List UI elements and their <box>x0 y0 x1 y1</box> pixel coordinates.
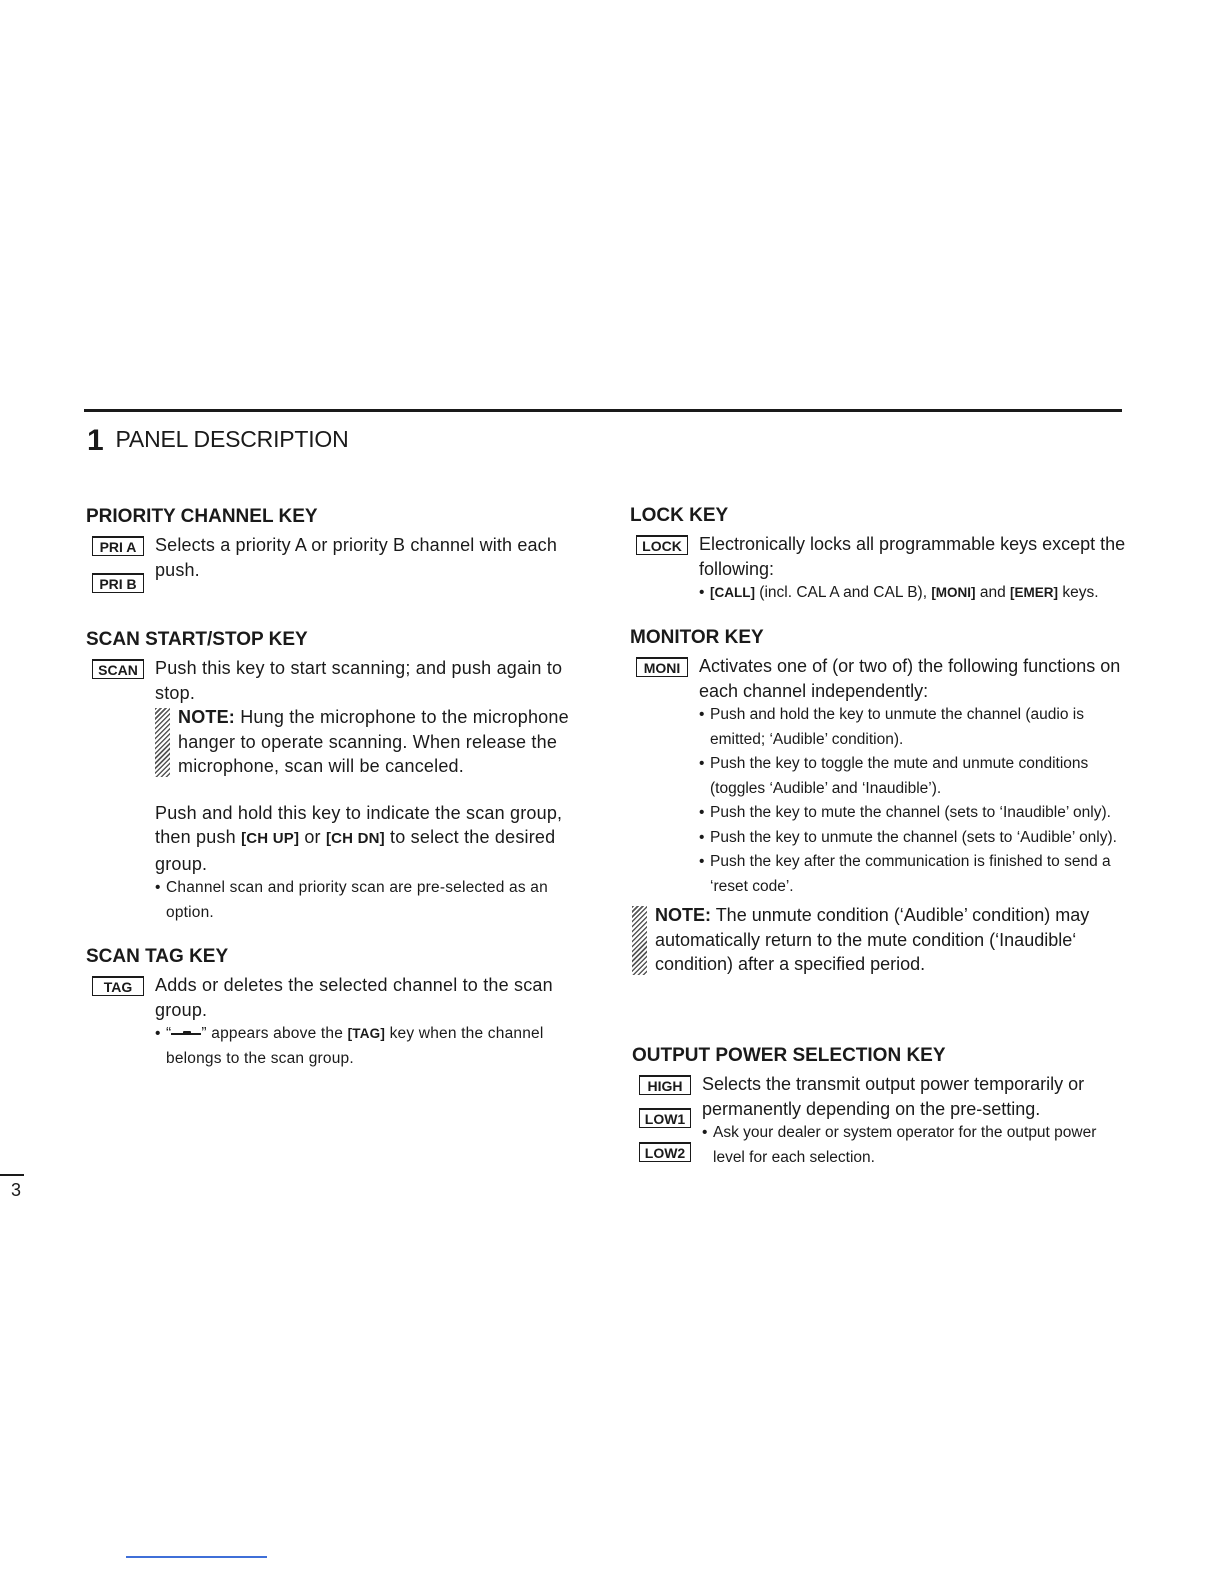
pri-a-key-icon: PRI A <box>92 536 144 556</box>
header-rule <box>84 409 1122 412</box>
lock-section <box>630 504 1126 626</box>
lock-heading: LOCK KEY <box>630 505 729 526</box>
monitor-bullet: • Push the key after the communication is finished to send a ‘reset code’. <box>699 850 1126 899</box>
power-heading: OUTPUT POWER SELECTION KEY <box>632 1045 946 1066</box>
tag-text: Adds or deletes the selected channel to the scan group. <box>155 975 553 1020</box>
tag-bullet: • “ ” appears above the [TAG] key when the channel belongs to the scan group. <box>155 1022 582 1071</box>
priority-channel-section <box>86 505 582 628</box>
page-number-tick <box>0 1174 24 1176</box>
scan-note <box>155 705 582 779</box>
chapter-heading <box>87 424 349 458</box>
scan-group-text: Push and hold this key to indicate the scan group, then push [CH UP] or [CH DN] to select the desired group. <box>155 802 563 874</box>
monitor-heading: MONITOR KEY <box>630 627 764 648</box>
monitor-bullet: • Push the key to mute the channel (sets to ‘Inaudible’ only). <box>699 801 1126 826</box>
lock-key-icon: LOCK <box>636 535 688 555</box>
scan-key-icon: SCAN <box>92 659 144 679</box>
monitor-bullet: • Push the key to toggle the mute and unmute conditions (toggles ‘Audible’ and ‘Inaudible’). <box>699 752 1126 801</box>
low2-key-icon: LOW2 <box>639 1142 691 1162</box>
bottom-rule <box>126 1556 267 1558</box>
monitor-note <box>632 903 1126 977</box>
low1-key-icon: LOW1 <box>639 1108 691 1128</box>
scan-section <box>86 628 582 945</box>
priority-heading: PRIORITY CHANNEL KEY <box>86 506 318 527</box>
note-hatch-icon <box>155 708 170 777</box>
scan-bullet: • Channel scan and priority scan are pre-selected as an option. <box>155 876 582 925</box>
ch-dn-key: [CH DN] <box>325 830 385 847</box>
monitor-bullet: • Push the key to unmute the channel (sets to ‘Audible’ only). <box>699 826 1126 851</box>
lock-bullet: • [CALL] (incl. CAL A and CAL B), [MONI] and [EMER] keys. <box>699 581 1126 606</box>
chapter-number: 1 <box>87 424 104 457</box>
monitor-note-text: The unmute condition (‘Audible’ condition) may automatically return to the mute condition (‘Inaudible‘ condition) after a specified period. <box>655 905 1090 974</box>
monitor-text: Activates one of (or two of) the following functions on each channel independently: <box>699 656 1121 701</box>
scan-text: Push this key to start scanning; and push again to stop. <box>155 658 563 703</box>
scan-note-text: Hung the microphone to the microphone hanger to operate scanning. When release the microphone, scan will be canceled. <box>178 707 569 776</box>
right-column <box>630 504 1126 1170</box>
high-key-icon: HIGH <box>639 1075 691 1095</box>
page-number: 3 <box>11 1180 22 1200</box>
power-text: Selects the transmit output power temporarily or permanently depending on the pre-setting. <box>702 1074 1085 1119</box>
tag-key-icon: TAG <box>92 976 144 996</box>
lock-text: Electronically locks all programmable keys except the following: <box>699 534 1126 579</box>
output-power-section <box>630 1044 1126 1170</box>
scan-tag-section <box>86 945 582 1071</box>
monitor-bullet: • Push and hold the key to unmute the channel (audio is emitted; ‘Audible’ condition). <box>699 703 1126 752</box>
moni-key-icon: MONI <box>636 657 688 677</box>
tag-heading: SCAN TAG KEY <box>86 946 229 967</box>
ch-up-key: [CH UP] <box>241 830 300 847</box>
pri-b-key-icon: PRI B <box>92 573 144 593</box>
chapter-title: PANEL DESCRIPTION <box>115 426 349 452</box>
left-column <box>86 505 582 1071</box>
monitor-section <box>630 626 1126 1044</box>
note-hatch-icon <box>632 906 647 975</box>
priority-text: Selects a priority A or priority B channel with each push. <box>155 535 557 580</box>
monitor-note-label: NOTE: <box>655 905 711 925</box>
tag-indicator-icon <box>171 1033 201 1035</box>
scan-heading: SCAN START/STOP KEY <box>86 629 308 650</box>
scan-note-label: NOTE: <box>178 707 235 727</box>
power-bullet: • Ask your dealer or system operator for the output power level for each selection. <box>702 1121 1126 1170</box>
